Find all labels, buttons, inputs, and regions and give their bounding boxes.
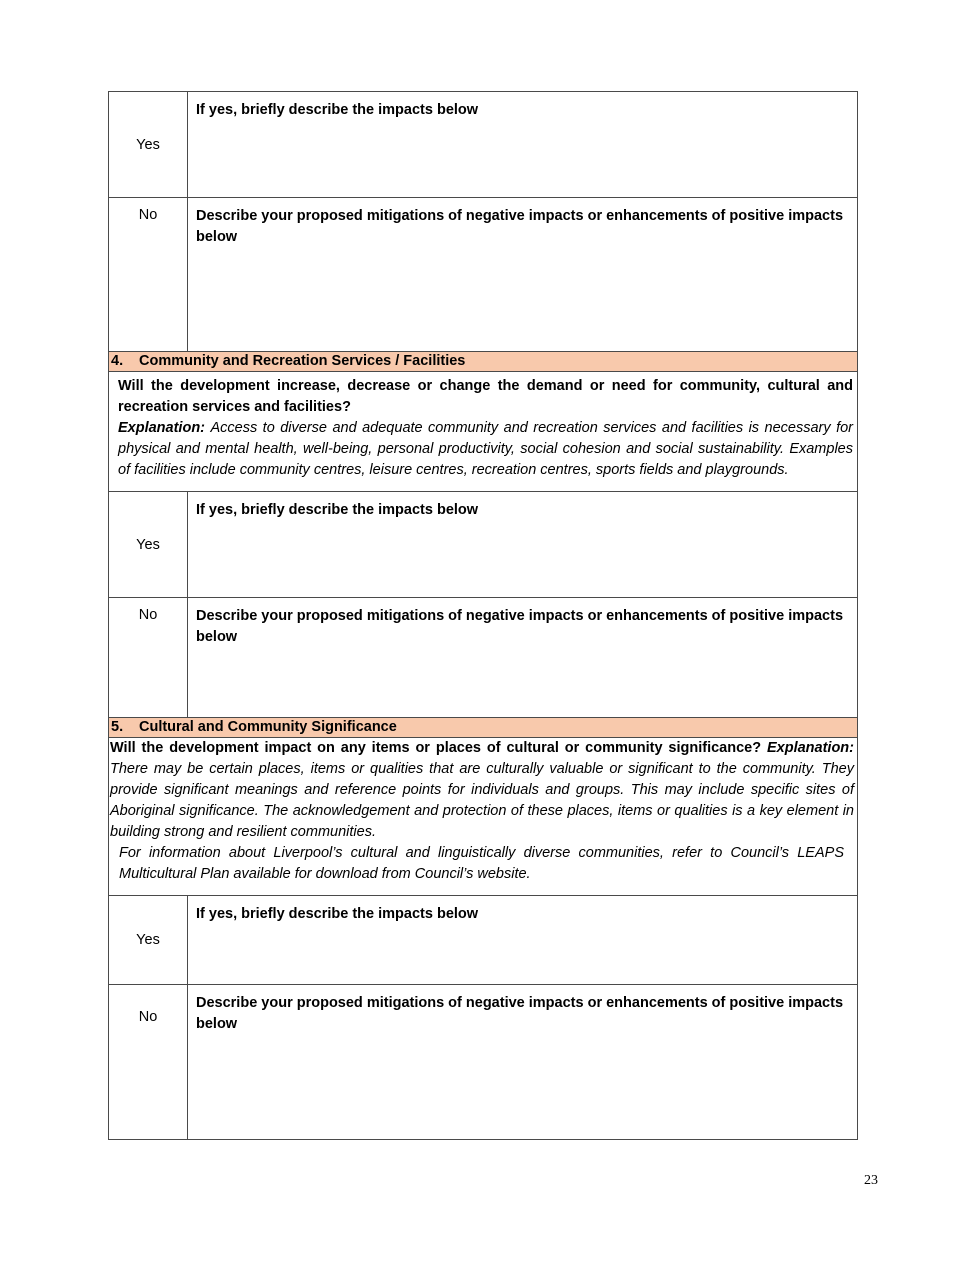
section-4-yes-label: Yes [136, 536, 160, 553]
section-4-impacts-field[interactable] [188, 492, 858, 598]
section-5-impacts-field[interactable] [188, 896, 858, 985]
section-5-title: Cultural and Community Significance [139, 719, 397, 735]
section-5-note: For information about Liverpool’s cultural and linguistically diverse communities, refer to Council’s LEAPS Multicultural Plan available for download from Council’s website. [119, 845, 844, 882]
section-5-yes-option[interactable] [109, 896, 188, 985]
top-yes-option[interactable] [109, 92, 188, 198]
section-4-question: Will the development increase, decrease or change the demand or need for community, cultural and recreation services and facilities? [118, 378, 853, 415]
section-4-no-label: No [138, 607, 158, 623]
section-4-yes-option[interactable] [109, 492, 188, 598]
section-5-impacts-prompt: If yes, briefly describe the impacts below [196, 906, 479, 922]
section-5-mitigation-field[interactable] [188, 985, 858, 1140]
section-5-question-cell [109, 738, 858, 896]
section-4-header-row [109, 352, 858, 372]
top-no-option[interactable] [109, 198, 188, 352]
section-4-no-option[interactable] [109, 598, 188, 718]
top-mitigation-prompt: Describe your proposed mitigations of negative impacts or enhancements of positive impacts below [196, 208, 844, 245]
section-5-question-row [109, 738, 858, 896]
top-no-label: No [138, 207, 158, 223]
section-4-mitigation-row [109, 598, 858, 718]
section-5-question: Will the development impact on any items or places of cultural or community significance? [110, 740, 762, 756]
section-5-number: 5. [111, 719, 124, 735]
assessment-table [108, 91, 858, 1140]
section-5-yes-label: Yes [136, 932, 160, 948]
top-yes-label: Yes [136, 136, 160, 153]
section-4-question-cell [109, 372, 858, 492]
section-5-header-row [109, 718, 858, 738]
section-5-explanation-label: Explanation: [766, 740, 854, 756]
section-5-header [109, 718, 858, 738]
section-5-no-label: No [138, 1009, 158, 1025]
section-4-explanation-text: Access to diverse and adequate community and recreation services and facilities is necessary for physical and mental health, well-being, personal productivity, social cohesion and social sustainability. Examples of facilities include community centres, leisure centres, recreation centres, sports fields and playgrounds. [118, 420, 853, 478]
section-5-explanation-text: There may be certain places, items or qualities that are culturally valuable or significant to the community. They provide significant meanings and reference points for individuals and groups. This may include specific sites of Aboriginal significance. The acknowledgement and protection of these places, items or qualities is a key element in building strong and resilient communities. [110, 761, 854, 840]
top-impacts-field[interactable] [188, 92, 858, 198]
top-mitigation-field[interactable] [188, 198, 858, 352]
section-4-title: Community and Recreation Services / Facilities [139, 353, 466, 369]
top-mitigation-row [109, 198, 858, 352]
section-4-impacts-row [109, 492, 858, 598]
section-4-header [109, 352, 858, 372]
section-4-explanation-label: Explanation: [118, 420, 206, 436]
section-4-question-row [109, 372, 858, 492]
section-4-impacts-prompt: If yes, briefly describe the impacts below [196, 502, 479, 518]
top-impacts-row [109, 92, 858, 198]
section-5-mitigation-prompt: Describe your proposed mitigations of negative impacts or enhancements of positive impacts below [196, 995, 844, 1032]
section-4-mitigation-prompt: Describe your proposed mitigations of negative impacts or enhancements of positive impacts below [196, 608, 844, 645]
section-5-impacts-row [109, 896, 858, 985]
section-5-no-option[interactable] [109, 985, 188, 1140]
section-4-mitigation-field[interactable] [188, 598, 858, 718]
section-4-number: 4. [111, 353, 124, 369]
top-impacts-prompt: If yes, briefly describe the impacts below [196, 102, 479, 118]
section-5-mitigation-row [109, 985, 858, 1140]
page-number: 23 [864, 1173, 878, 1188]
